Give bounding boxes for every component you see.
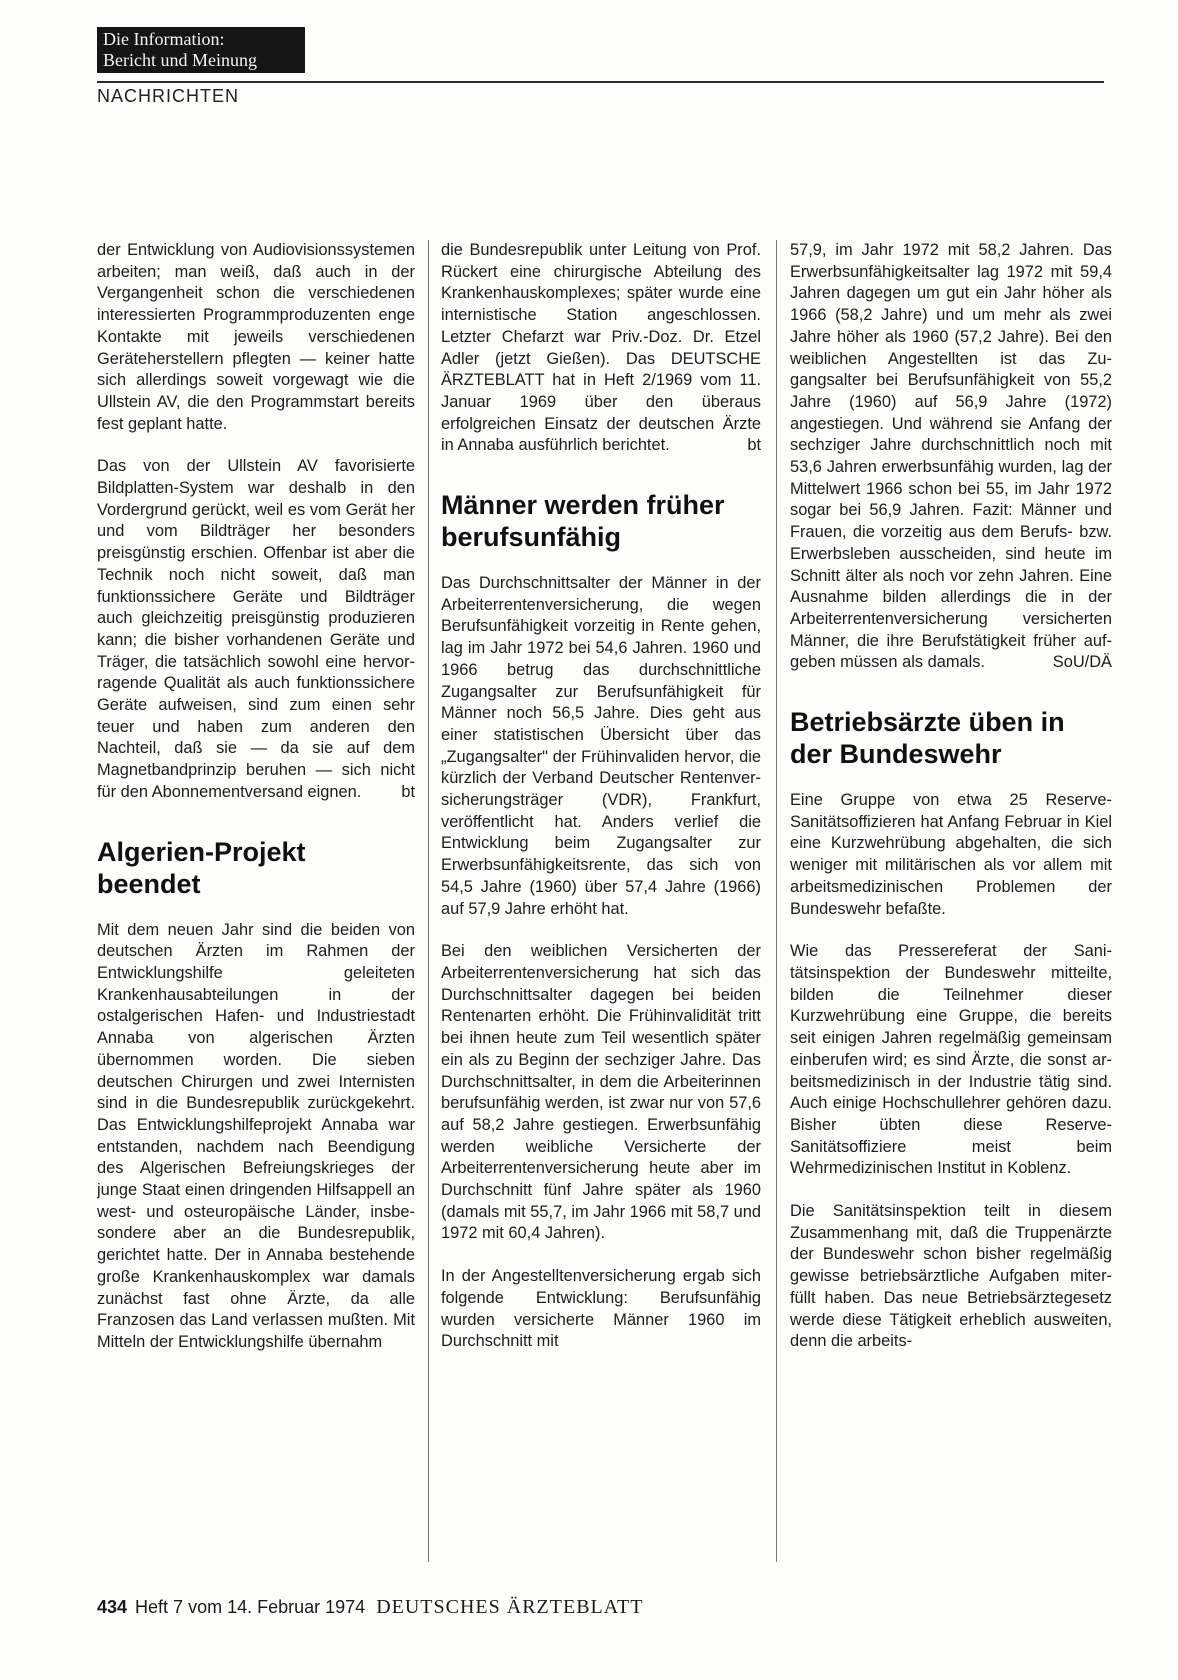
author-signature: bt bbox=[401, 782, 415, 801]
journal-name: DEUTSCHES ÄRZTEBLATT bbox=[376, 1596, 644, 1618]
paragraph: Eine Gruppe von etwa 25 Reserve-Sanitätsoffizieren hat Anfang Februar in Kiel eine Kurzwehrübung abgehalten, die sich weniger mit militärischen als vor allem mit arbeitsmedizinischen Problemen der Bundeswehr befaßte. bbox=[790, 791, 1112, 918]
paragraph-text: Das von der Ullstein AV favorisierte Bildplatten-System war deshalb in den Vordergrund gerückt, weil es vom Gerät her und vom Bildträger her besonders preisgünstig erschien. Offenbar ist aber die Technik noch nicht soweit, daß man funktionssichere Geräte und Bildträger auch gleichzeitig preisgünstig produzieren kann; die bisher vorhandenen Geräte und Träger, die tatsächlich sowohl eine hervorragende Qualität als auch funktionssichere Geräte aufweisen, sind zum einen sehr teuer und haben zum anderen den Nachteil, daß sie — da sie auf dem Magnetbandprinzip beruhen — sich nicht für den Abonnementversand eignen. bbox=[97, 457, 415, 801]
column-divider bbox=[428, 240, 429, 1562]
column-3 bbox=[790, 240, 1112, 1562]
column-divider bbox=[776, 240, 777, 1562]
article-headline-betriebsaerzte: Betriebsärzte üben in der Bundeswehr bbox=[790, 707, 1065, 770]
paragraph: Bei den weiblichen Versicherten der Arbeiterrentenversicherung hat sich das Durchschnittsalter dagegen bei beiden Rentenarten erhöht. Die Frühinvalidität tritt bei ihnen heute zum Teil wesentlich später ein als zu Beginn der sechziger Jahre. Das Durchschnittsalter, in dem die Arbeiterinnen berufsunfähig werden, ist zwar nur von 57,6 auf 58,2 Jahre gestiegen. Erwerbsunfähig werden weibliche Versicherte der Arbeiterrentenversicherung heute aber im Durchschnitt fünf Jahre später als 1960 (damals mit 55,7, im Jahr 1966 mit 58,7 und 1972 mit 60,4 Jahren). bbox=[441, 942, 761, 1243]
article-headline-algerien: Algerien-Projekt beendet bbox=[97, 836, 306, 899]
paragraph bbox=[441, 240, 761, 457]
paragraph: Das Durchschnittsalter der Männer in der Arbeiterrentenversicherung, die wegen Berufsunfähigkeit vorzeitig in Rente gehen, lag im Jahr 1972 bei 54,6 Jahren. 1960 und 1966 betrug das durchschnittliche Zugangsalter zur Berufsunfähigkeit für Männer noch 56,5 Jahre. Dies geht aus einer statistischen Übersicht über das „Zugangsalter" der Frühinvaliden hervor, die kürzlich der Verband Deutscher Rentenversicherungsträger (VDR), Frankfurt, veröffentlicht hat. Anders verlief die Entwicklung beim Zugangsalter zur Erwerbsunfähigkeitsrente, das sich von 54,5 Jahre (1960) über 57,4 Jahre (1966) auf 57,9 Jahre erhöht hat. bbox=[441, 574, 761, 918]
article-headline-maenner: Männer werden früher berufsunfähig bbox=[441, 490, 725, 553]
column-1 bbox=[97, 240, 415, 1562]
section-label: NACHRICHTEN bbox=[97, 86, 240, 106]
column-2 bbox=[441, 240, 761, 1562]
paragraph bbox=[97, 456, 415, 803]
paragraph-text: 57,9, im Jahr 1972 mit 58,2 Jahren. Das Erwerbsunfähigkeitsalter lag 1972 mit 59,4 Jahren dagegen um gut ein Jahr höher als 1966 (58,2 Jahre) und um mehr als zwei Jahre höher als 1960 (57,2 Jahre). Bei den weiblichen Angestellten ist das Zugangsalter bei Berufsunfähigkeit von 55,2 Jahre (1960) auf 56,9 Jahre (1972) angestiegen. Und während sie Anfang der sechziger Jahre durchschnittlich noch mit 53,6 Jahren erwerbsunfähig wurden, lag der Mittelwert 1966 schon bei 55, im Jahr 1972 sogar bei 56,9 Jahren. Fazit: Männer und Frauen, die vorzeitig aus dem Berufs- bzw. Erwerbsleben ausscheiden, sind heute im Schnitt älter als noch vor zehn Jahren. Eine Ausnahme bilden allerdings die in der Arbeiterrentenversicherung versicherten Männer, die ihre Berufstätigkeit früher aufgeben müssen als damals. bbox=[790, 241, 1112, 672]
paragraph bbox=[790, 240, 1112, 674]
author-signature: bt bbox=[747, 436, 761, 455]
author-signature: SoU/DÄ bbox=[1052, 653, 1112, 672]
paragraph: Wie das Pressereferat der Sanitätsinspektion der Bundeswehr mitteilte, bilden die Teilnehmer dieser Kurzwehrübung eine Gruppe, die bereits seit einigen Jahren regelmäßig gemeinsam einberufen wird; es sind Ärzte, die sonst arbeitsmedizinisch in der Industrie tätig sind. Auch einige Hochschullehrer gehören dazu. Bisher übten diese Reserve-Sanitätsoffiziere meist beim Wehrmedizinischen Institut in Koblenz. bbox=[790, 942, 1112, 1178]
header-rule bbox=[97, 81, 1104, 83]
section-badge bbox=[97, 27, 305, 73]
issue-info: Heft 7 vom 14. Februar 1974 bbox=[135, 1597, 366, 1617]
badge-line-2: Bericht und Meinung bbox=[103, 50, 257, 70]
paragraph: In der Angestelltenversicherung ergab sich folgende Entwicklung: Berufsunfähig wurden versicherte Männer 1960 im Durchschnitt mit bbox=[441, 1267, 761, 1351]
badge-line-1: Die Information: bbox=[103, 29, 225, 49]
paragraph: Die Sanitätsinspektion teilt in diesem Zusammenhang mit, daß die Truppenärzte der Bundeswehr schon bisher regelmäßig gewisse betriebsärztliche Aufgaben miterfüllt haben. Das neue Betriebsärztegesetz werde diese Tätigkeit erheblich ausweiten, denn die arbeits- bbox=[790, 1202, 1112, 1351]
paragraph: der Entwicklung von Audiovisionssystemen arbeiten; man weiß, daß auch in der Vergangenheit schon die verschiedenen interessierten Programmproduzenten enge Kontakte mit jeweils verschiedenen Geräteherstellern pflegten — keiner hatte sich allerdings soweit vorgewagt wie die Ullstein AV, die den Programmstart bereits fest geplant hatte. bbox=[97, 241, 415, 433]
page-footer bbox=[97, 1596, 643, 1619]
paragraph: Mit dem neuen Jahr sind die beiden von deutschen Ärzten im Rahmen der Entwicklungshilfe geleiteten Krankenhausabteilungen in der ostalgerischen Hafen- und Industriestadt Annaba von algerischen Ärzten übernommen worden. Die sieben deutschen Chirurgen und zwei Internisten sind in die Bundesrepublik zurückgekehrt. Das Entwicklungshilfeprojekt Annaba war entstanden, nachdem nach Beendigung des Algerischen Befreiungskrieges der junge Staat einen dringenden Hilfsappell an west- und osteuropäische Länder, insbesondere aber an die Bundesrepublik, gerichtet hatte. Der in Annaba bestehende große Krankenhauskomplex war damals zunächst fast ohne Ärzte, da alle Franzosen das Land verlassen mußten. Mit Mitteln der Entwicklungshilfe übernahm bbox=[97, 920, 415, 1351]
paragraph-text: die Bundesrepublik unter Leitung von Prof. Rückert eine chirurgische Abteilung des Krankenhauskomplexes; später wurde eine internistische Station angeschlossen. Letzter Chefarzt war Priv.-Doz. Dr. Etzel Adler (jetzt Gießen). Das DEUTSCHE ÄRZTEBLATT hat in Heft 2/1969 vom 11. Januar 1969 über den überaus erfolgreichen Einsatz der deutschen Ärzte in Annaba ausführlich berichtet. bbox=[441, 241, 761, 455]
page-number: 434 bbox=[97, 1597, 128, 1617]
